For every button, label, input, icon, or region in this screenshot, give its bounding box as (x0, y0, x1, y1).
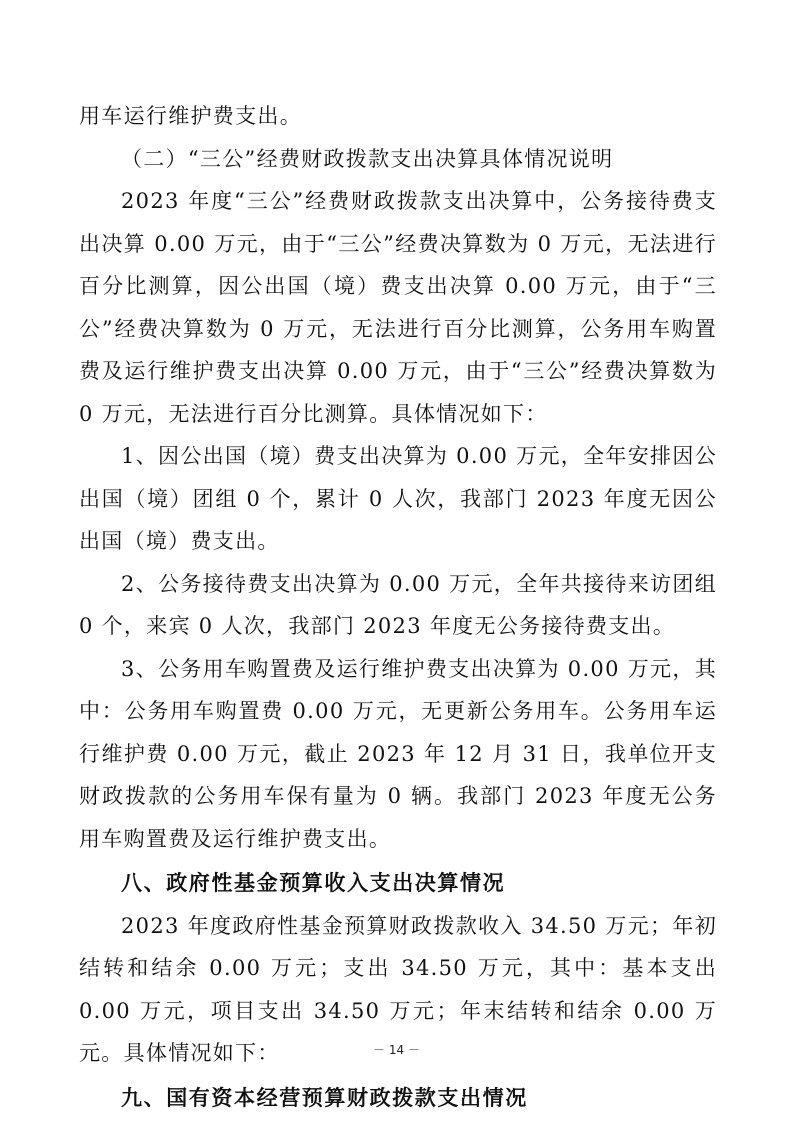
paragraph-overseas-travel: 1、因公出国（境）费支出决算为 0.00 万元，全年安排因公出国（境）团组 0 个，累计 0 人次，我部门 2023 年度无因公出国（境）费支出。 (79, 444, 717, 553)
section-heading-state-capital: 九、国有资本经营预算财政拨款支出情况 (121, 1085, 528, 1110)
section-heading-government-fund: 八、政府性基金预算收入支出决算情况 (121, 871, 506, 895)
paragraph-continuation: 用车运行维护费支出。 (79, 104, 302, 128)
paragraph-government-fund: 2023 年度政府性基金预算财政拨款收入 34.50 万元；年初结转和结余 0.00 万元；支出 34.50 万元，其中：基本支出 0.00 万元，项目支出 34.50 万元；年末结转和结余 0.00 万元。具体情况如下： (79, 913, 717, 1065)
paragraph-official-reception: 2、公务接待费支出决算为 0.00 万元，全年共接待来访团组 0 个，来宾 0 人次，我部门 2023 年度无公务接待费支出。 (79, 571, 717, 638)
document-page (79, 95, 717, 1119)
paragraph-three-public-summary: 2023 年度“三公”经费财政拨款支出决算中，公务接待费支出决算 0.00 万元，由于“三公”经费决算数为 0 万元，无法进行百分比测算，因公出国（境）费支出决算 0.00 万元，由于“三公”经费决算数为 0 万元，无法进行百分比测算，公务用车购置费及运行维护费支出决算 0.00 万元，由于“三公”经费决算数为 0 万元，无法进行百分比测算。具体情况如下： (79, 189, 717, 426)
paragraph-official-vehicles: 3、公务用车购置费及运行维护费支出决算为 0.00 万元，其中：公务用车购置费 0.00 万元，无更新公务用车。公务用车运行维护费 0.00 万元，截止 2023 年 12 月 31 日，我单位开支财政拨款的公务用车保有量为 0 辆。我部门 2023 年度无公务用车购置费及运行维护费支出。 (79, 656, 717, 851)
subheading-three-public-expenses: （二）“三公”经费财政拨款支出决算具体情况说明 (121, 146, 614, 171)
page-number: － 14 － (373, 1043, 420, 1057)
